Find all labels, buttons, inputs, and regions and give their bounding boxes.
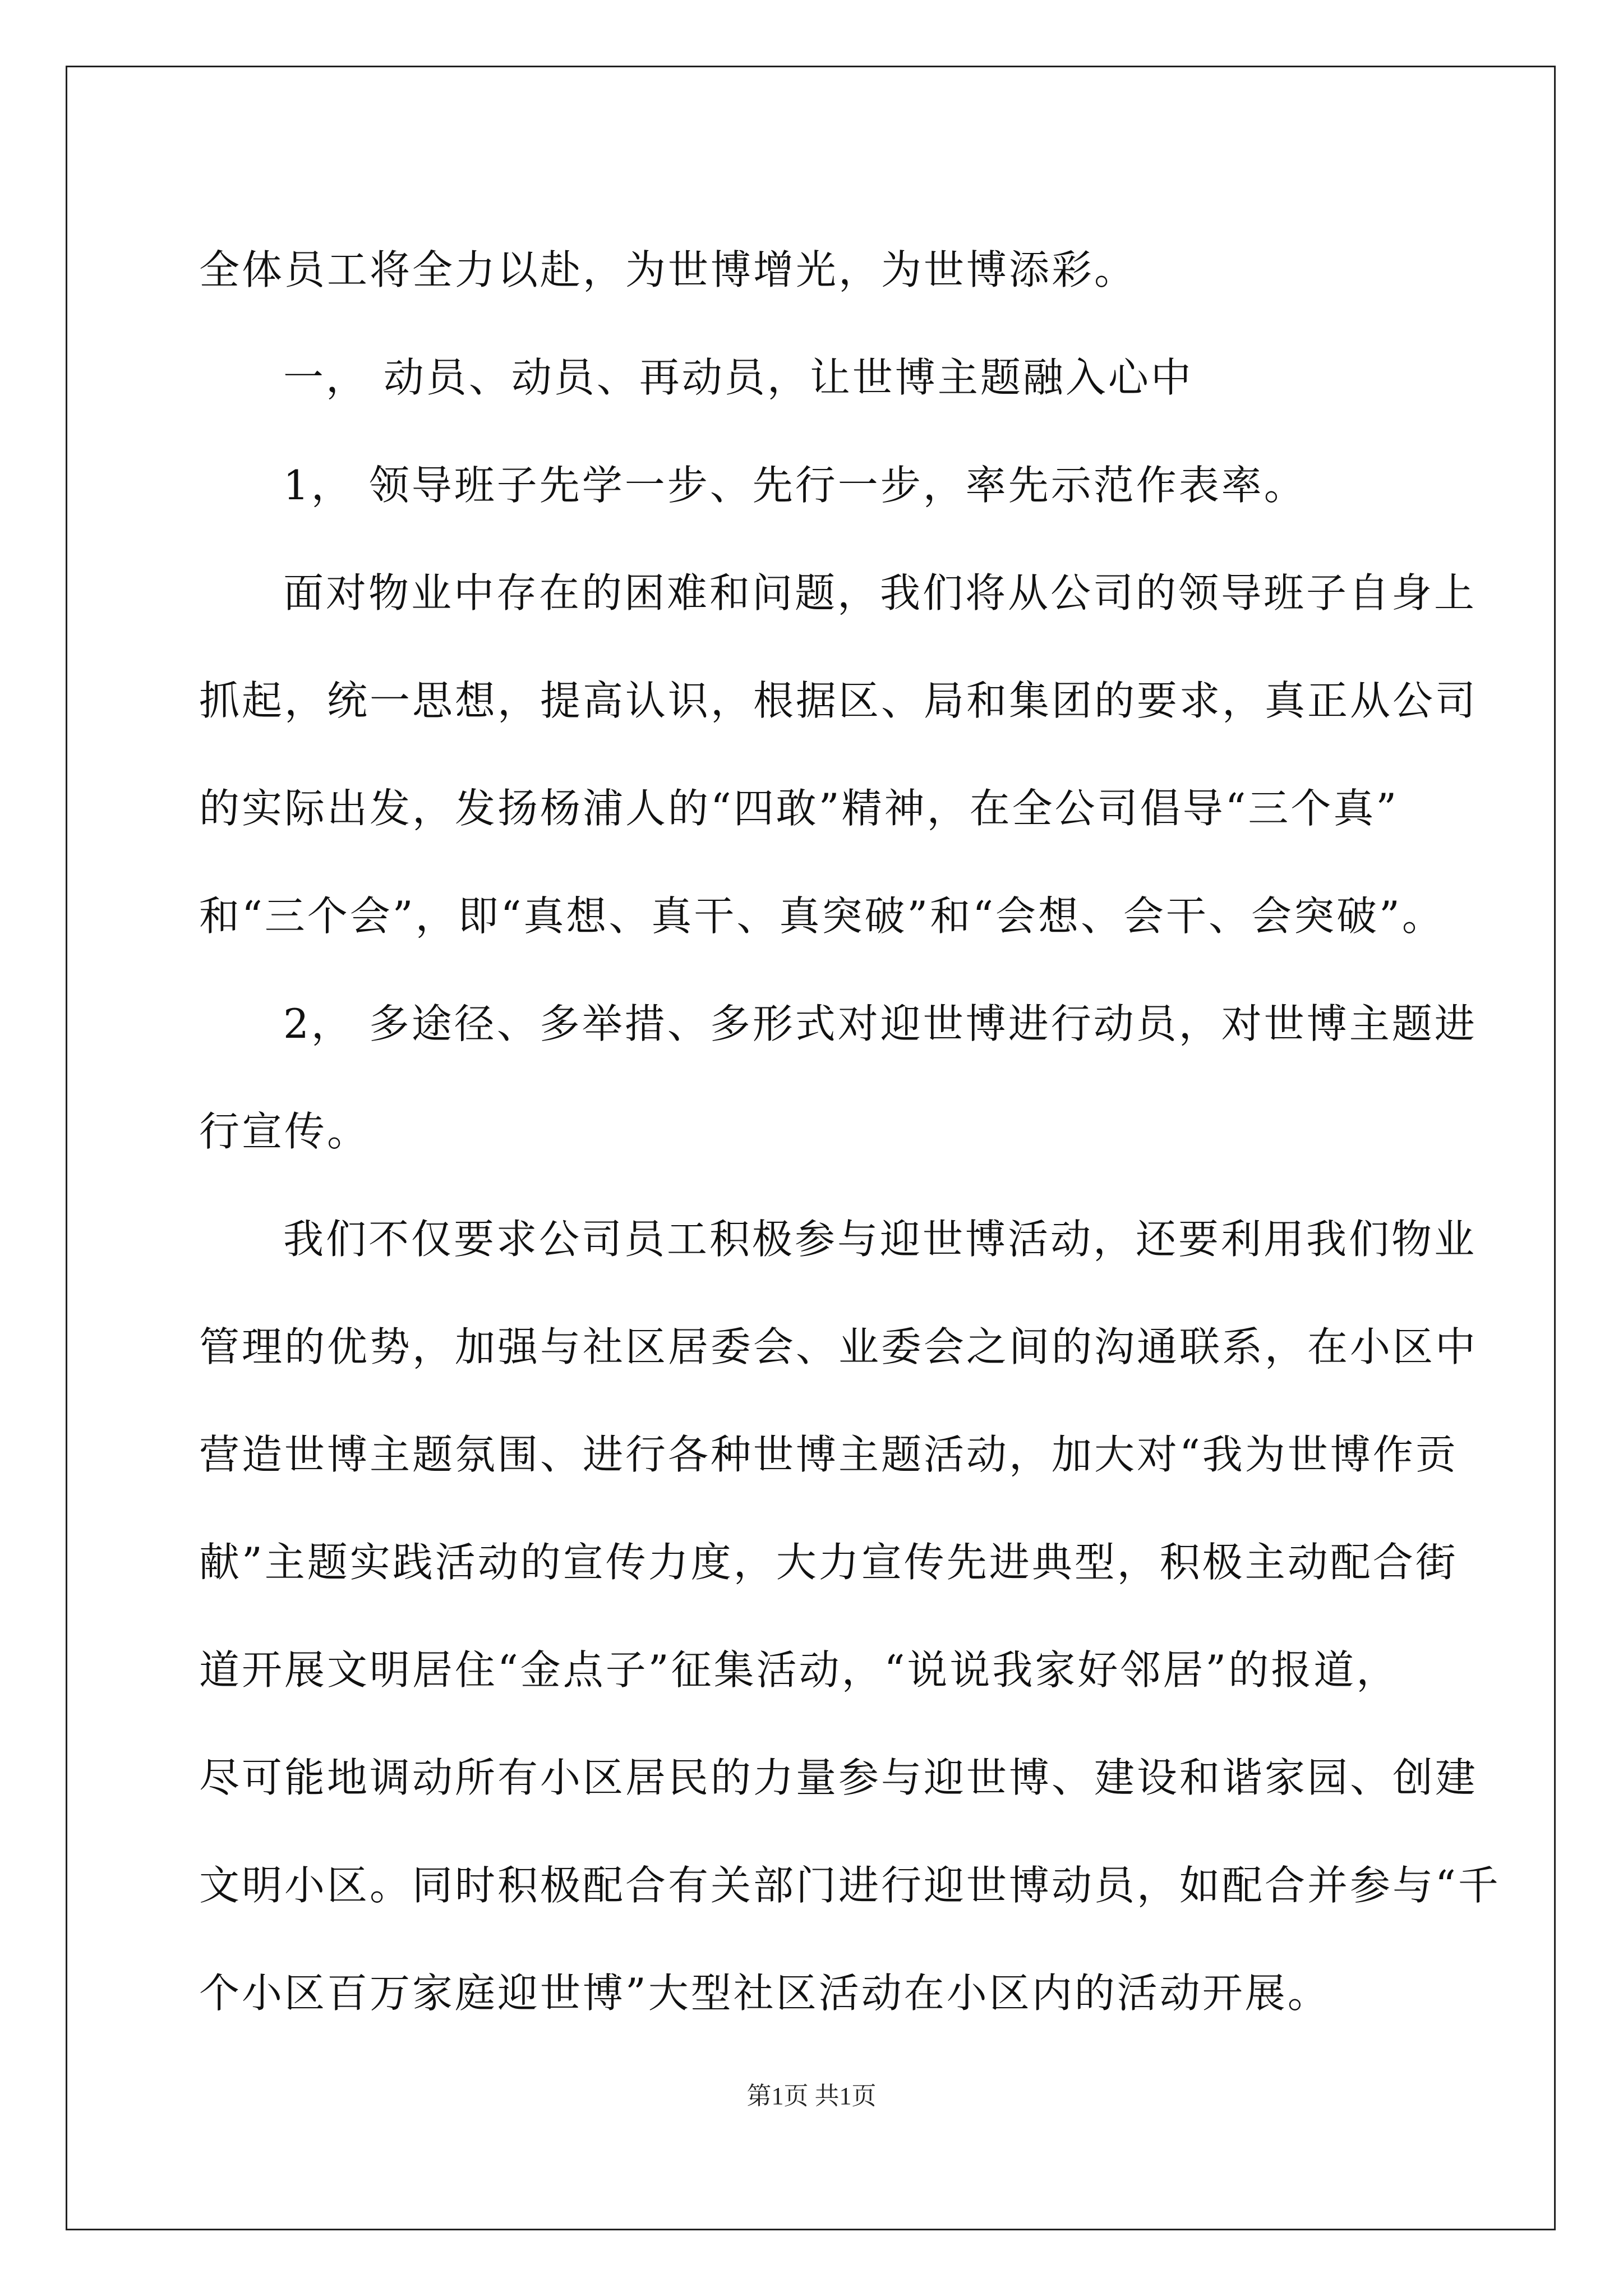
text-line: 营造世博主题氛围、进行各种世博主题活动，加大对“我为世博作贡 <box>199 1431 1458 1478</box>
text-line: 抓起，统一思想，提高认识，根据区、局和集团的要求，真正从公司 <box>199 677 1478 724</box>
text-line: 面对物业中存在的困难和问题，我们将从公司的领导班子自身上 <box>283 569 1477 616</box>
text-line: 道开展文明居住“金点子”征集活动，“说说我家好邻居”的报道， <box>199 1646 1399 1694</box>
page-number-footer: 第1页 共1页 <box>746 2082 877 2110</box>
text-line: 行宣传。 <box>199 1108 370 1155</box>
text-line: 管理的优势，加强与社区居委会、业委会之间的沟通联系，在小区中 <box>199 1323 1478 1370</box>
text-line: 我们不仅要求公司员工积极参与迎世博活动，还要利用我们物业 <box>283 1216 1477 1263</box>
text-line: 和“三个会”，即“真想、真干、真突破”和“会想、会干、会突破”。 <box>199 892 1445 940</box>
text-line: 个小区百万家庭迎世博”大型社区活动在小区内的活动开展。 <box>199 1970 1330 2017</box>
text-line: 尽可能地调动所有小区居民的力量参与迎世博、建设和谐家园、创建 <box>199 1754 1478 1801</box>
text-line: 全体员工将全力以赴，为世博增光，为世博添彩。 <box>199 246 1137 293</box>
subsection-heading: 2， 多途径、多举措、多形式对迎世博进行动员，对世博主题进 <box>283 1000 1477 1047</box>
text-line: 的实际出发，发扬杨浦人的“四敢”精神，在全公司倡导“三个真” <box>199 785 1399 832</box>
section-heading: 一， 动员、动员、再动员，让世博主题融入心中 <box>283 354 1193 401</box>
text-line: 献”主题实践活动的宣传力度，大力宣传先进典型，积极主动配合街 <box>199 1539 1458 1586</box>
document-body <box>199 216 1501 2047</box>
subsection-heading: 1， 领导班子先学一步、先行一步，率先示范作表率。 <box>283 462 1307 509</box>
text-line: 文明小区。同时积极配合有关部门进行迎世博动员，如配合并参与“千 <box>199 1862 1501 1909</box>
